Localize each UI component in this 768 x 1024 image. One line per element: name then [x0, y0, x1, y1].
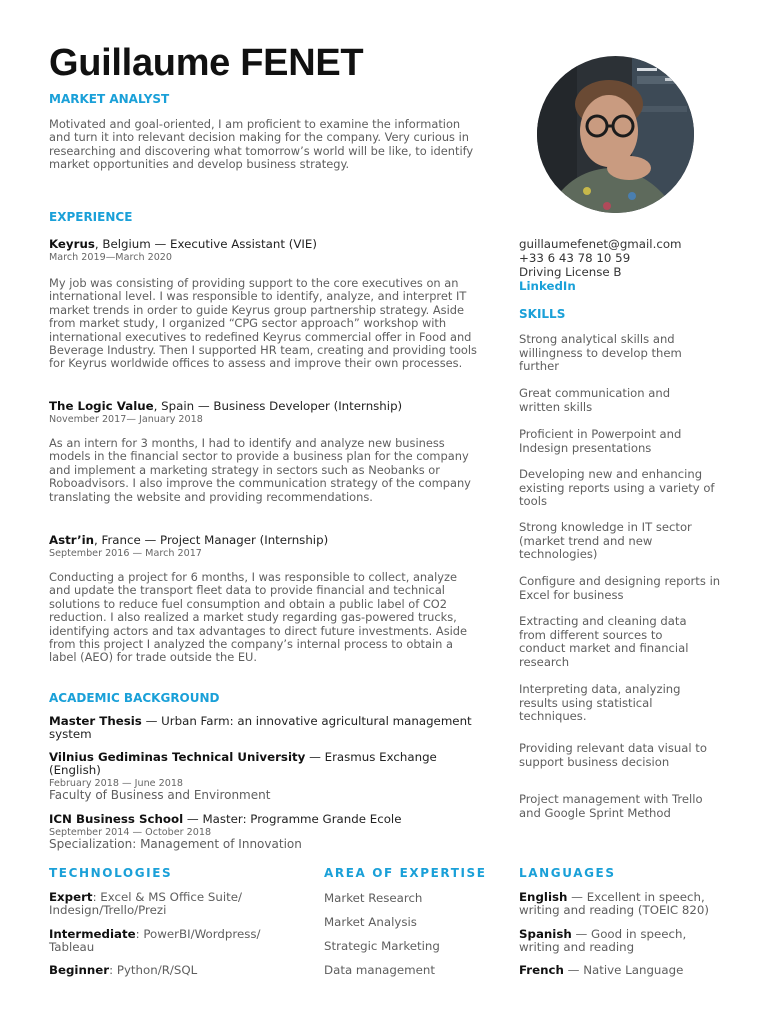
language-level: — Good in speech, writing and reading [519, 927, 687, 954]
skill-item: Providing relevant data visual to support business decision [519, 741, 707, 769]
job-title-line [49, 533, 481, 547]
candidate-name: Guillaume FENET [49, 42, 364, 84]
technologies-heading: TECHNOLOGIES [49, 866, 173, 880]
skill-item: Interpreting data, analyzing results using statistical techniques. [519, 682, 681, 724]
company-name: The Logic Value [49, 399, 154, 413]
skills-heading: SKILLS [519, 307, 566, 321]
school-name: Vilnius Gediminas Technical University [49, 750, 306, 764]
language-name: Spanish [519, 927, 572, 941]
email-text: guillaumefenet@gmail.com [519, 237, 682, 251]
company-name: Astr’in [49, 533, 95, 547]
tech-tools: : Python/R/SQL [109, 963, 198, 977]
job-description: My job was consisting of providing support to the core executives on an international level. I was responsible to identify, analyze, and interpret IT market trends in order to guide Keyrus group partnership strategy. Aside from market study, I organized “CPG sector approach” workshop with international executives to redefined Keyrus commercial offer in Food and Beverage Industry. Then I supported HR team, creating and providing tools for Keyrus worldwide offices to assess and improve their own processes. [49, 276, 477, 371]
program-name: — Erasmus Exchange (English) [49, 750, 437, 777]
skill-item: Extracting and cleaning data from different sources to conduct market and financial research [519, 614, 689, 669]
job-logic-value [49, 399, 481, 504]
school-name: ICN Business School [49, 812, 184, 826]
school-line [49, 812, 481, 826]
school-detail: Faculty of Business and Environment [49, 788, 271, 802]
company-name: Keyrus [49, 237, 95, 251]
language-level: — Native Language [563, 963, 684, 977]
tech-tools: : PowerBI/Wordpress/ Tableau [49, 927, 261, 954]
job-role: , Belgium — Executive Assistant (VIE) [94, 237, 317, 251]
language-english [519, 891, 724, 916]
thesis-label: Master Thesis [49, 714, 142, 728]
thesis-line [49, 715, 481, 740]
linkedin-link[interactable]: LinkedIn [519, 279, 576, 293]
expertise-item: Data management [324, 963, 435, 977]
job-dates: September 2016 — March 2017 [49, 548, 202, 559]
job-role: , France — Project Manager (Internship) [94, 533, 329, 547]
school-line [49, 751, 481, 776]
language-name: English [519, 890, 568, 904]
job-description: Conducting a project for 6 months, I was responsible to collect, analyze and update the transport fleet data to provide financial and technical solutions to reduce fuel consumption and obtain a public label of CO2 reduction. I also realized a market study regarding gas-powered trucks, identifying actors and tax advantages to direct future investments. Aside from this project I analyzed the company’s internal process to obtain a label (AEO) for trade outside the EU. [49, 570, 468, 665]
job-dates: November 2017— January 2018 [49, 414, 203, 425]
thesis-topic: — Urban Farm: an innovative agricultural management system [49, 714, 472, 741]
school-detail: Specialization: Management of Innovation [49, 837, 302, 851]
job-dates: March 2019—March 2020 [49, 252, 173, 263]
skill-item: Project management with Trello and Google Sprint Method [519, 792, 703, 820]
phone-text: +33 6 43 78 10 59 [519, 251, 631, 265]
education-thesis [49, 715, 481, 740]
school-dates: February 2018 — June 2018 [49, 778, 184, 789]
program-name: — Master: Programme Grande Ecole [183, 812, 402, 826]
job-astrin [49, 533, 481, 665]
contact-block [519, 237, 739, 293]
academic-heading: ACADEMIC BACKGROUND [49, 691, 220, 705]
languages-heading: LANGUAGES [519, 866, 616, 880]
expertise-item: Market Research [324, 891, 423, 905]
skill-item: Configure and designing reports in Excel for business [519, 574, 721, 602]
job-role: , Spain — Business Developer (Internship) [153, 399, 403, 413]
tech-beginner [49, 964, 269, 977]
skill-item: Strong knowledge in IT sector (market trend and new technologies) [519, 520, 692, 562]
skill-item: Proficient in Powerpoint and Indesign presentations [519, 427, 682, 455]
education-icn [49, 812, 481, 851]
experience-heading: EXPERIENCE [49, 210, 133, 224]
portrait-image [537, 56, 694, 213]
tech-intermediate [49, 928, 269, 953]
tech-tools: : Excel & MS Office Suite/ Indesign/Trello/Prezi [49, 890, 242, 917]
expertise-item: Market Analysis [324, 915, 417, 929]
language-level: — Excellent in speech, writing and reading (TOEIC 820) [519, 890, 710, 917]
skill-item: Great communication and written skills [519, 386, 671, 414]
job-title: MARKET ANALYST [49, 92, 170, 106]
education-vilnius [49, 751, 481, 802]
job-title-line [49, 237, 481, 251]
tech-level-label: Intermediate [49, 927, 136, 941]
license-text: Driving License B [519, 265, 622, 279]
language-french [519, 964, 724, 977]
job-title-line [49, 399, 481, 413]
expertise-item: Strategic Marketing [324, 939, 440, 953]
job-description: As an intern for 3 months, I had to identify and analyze new business models in the financial sector to provide a business plan for the company and implement a marketing strategy in sectors such as Neobanks or Roboadvisors. I also improve the communication strategy of the company translating the website and providing recommendations. [49, 436, 471, 504]
tech-expert [49, 891, 269, 916]
skill-item: Developing new and enhancing existing reports using a variety of tools [519, 467, 715, 509]
language-name: French [519, 963, 564, 977]
tech-level-label: Beginner [49, 963, 110, 977]
job-keyrus [49, 237, 481, 371]
summary: Motivated and goal-oriented, I am proficient to examine the information and turn it into relevant decision making for the company. Very curious in researching and discovering what tomorrow’s world will be like, to identify market opportunities and develop business strategy. [49, 117, 474, 172]
expertise-heading: AREA OF EXPERTISE [324, 866, 487, 880]
school-dates: September 2014 — October 2018 [49, 827, 212, 838]
profile-photo [537, 56, 694, 213]
skill-item: Strong analytical skills and willingness to develop them further [519, 332, 682, 374]
language-spanish [519, 928, 724, 953]
tech-level-label: Expert [49, 890, 93, 904]
